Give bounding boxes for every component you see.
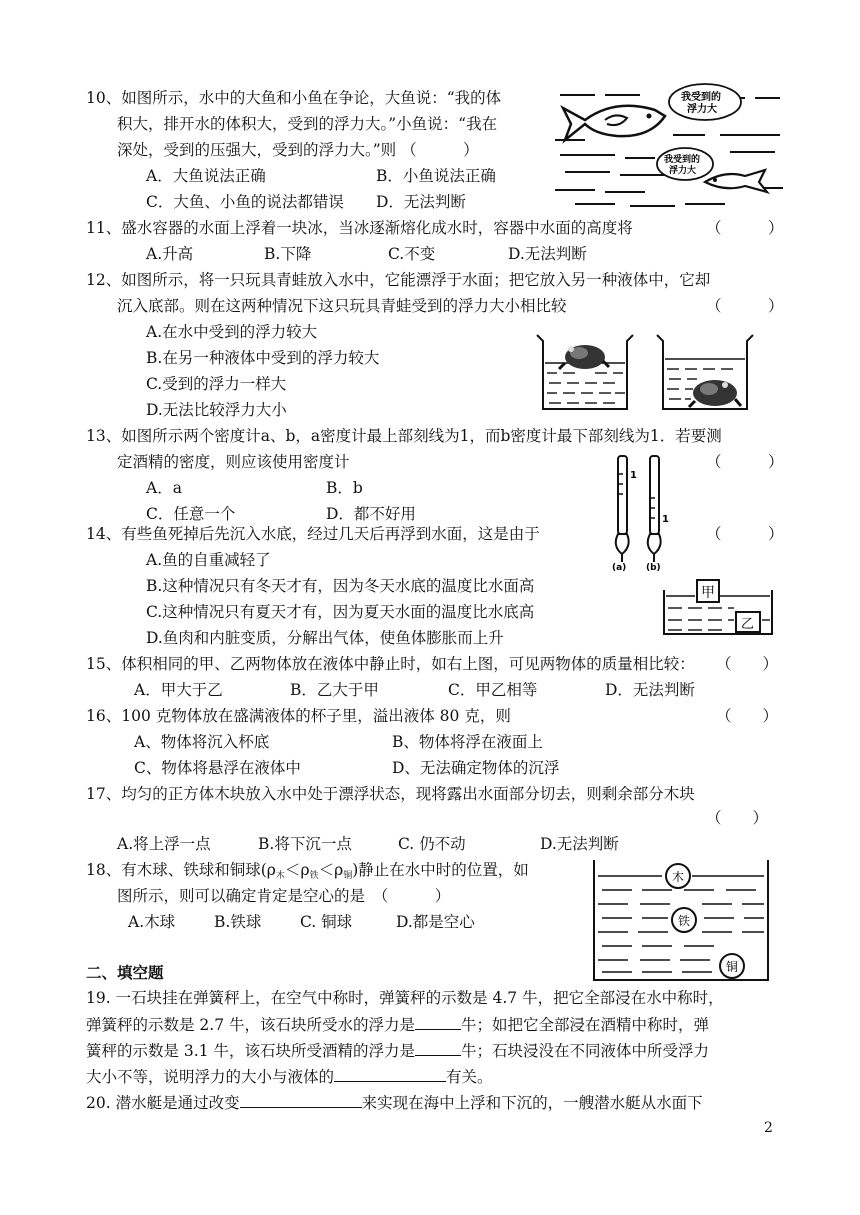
big-fish-icon [563,106,665,140]
q19-line2: 弹簧秤的示数是 2.7 牛，该石块所受水的浮力是 牛；如把它全部浸在酒精中称时，弹 [86,1016,710,1034]
q18-line1-post: )静止在水中时的位置，如 [352,861,529,879]
block-jia-label: 甲 [701,585,715,601]
jia-yi-figure [662,578,774,636]
q15-option-a: A．甲大于乙 [134,681,223,699]
q20-blank-1[interactable] [240,1092,362,1108]
bubble-big-line2: 浮力大 [687,104,717,115]
q18-option-c: C. 铜球 [300,913,353,931]
hydrometer-b-mark: 1 [662,514,669,525]
page-number: 2 [764,1120,773,1136]
bubble-small-line1: 我受到的 [664,155,701,165]
q18-line2: 图所示，则可以确定肯定是空心的是 （ ） [117,887,451,905]
balls-figure [592,858,772,983]
q16-option-a: A、物体将沉入杯底 [134,733,270,751]
q13-paren: （ ） [706,453,784,471]
q10-line3: 深处，受到的压强大，受到的浮力大。”则 （ ） [117,141,479,159]
q11-paren: （ ） [706,219,784,237]
q10-option-b: B．小鱼说法正确 [376,167,496,185]
q11-option-b: B.下降 [264,245,312,263]
q16-option-c: C、物体将悬浮在液体中 [134,759,301,777]
q10-option-d: D．无法判断 [376,193,466,211]
q19-line4: 大小不等，说明浮力的大小与液体的 有关。 [86,1068,493,1086]
q13-line1: 13、如图所示两个密度计a、b，a密度计最上部刻线为1，而b密度计最下部刻线为1．若要测 [86,427,722,445]
q16-option-b: B、物体将浮在液面上 [392,733,543,751]
q12-line2: 沉入底部。则在这两种情况下这只玩具青蛙受到的浮力大小相比较 [117,297,567,315]
q15-paren: （ ） [716,655,779,673]
q19-blank-2[interactable] [415,1040,461,1056]
q18-option-d: D.都是空心 [396,913,475,931]
q12-paren: （ ） [706,297,784,315]
q13-option-d: D．都不好用 [326,505,416,523]
hydrometer-a-label: (a) [612,563,627,573]
copper-ball-label: 铜 [726,960,739,974]
q15-line1: 15、体积相同的甲、乙两物体放在液体中静止时，如右上图，可见两物体的质量相比较： [86,655,695,673]
hydrometer-figure [612,454,674,572]
iron-ball-label: 铁 [678,914,691,928]
hydrometer-a-mark: 1 [630,470,637,481]
q10-line1: 10、如图所示，水中的大鱼和小鱼在争论，大鱼说：“我的体 [86,89,502,107]
q17-option-d: D.无法判断 [540,835,619,853]
q18-line1-pre: 18、有木球、铁球和铜球( [86,861,267,879]
q14-option-a: A.鱼的自重减轻了 [146,551,271,569]
q17-line1: 17、均匀的正方体木块放入水中处于漂浮状态，现将露出水面部分切去，则剩余部分木块 [86,785,695,803]
q19-blank-3[interactable] [334,1066,446,1082]
block-yi-label: 乙 [741,617,755,632]
wood-ball-label: 木 [672,870,685,884]
q12-line1: 12、如图所示，将一只玩具青蛙放入水中，它能漂浮于水面；把它放入另一种液体中，它却 [86,271,711,289]
q19-line3: 簧秤的示数是 3.1 牛，该石块所受酒精的浮力是 牛；石块浸没在不同液体中所受浮力 [86,1042,710,1060]
q19-blank-1[interactable] [415,1014,461,1030]
bubble-big-line1: 我受到的 [681,92,721,103]
q16-option-d: D、无法确定物体的沉浮 [392,759,560,777]
q16-paren: （ ） [716,707,779,725]
q16-line1: 16、100 克物体放在盛满液体的杯子里，溢出液体 80 克，则 [86,707,511,725]
q17-option-a: A.将上浮一点 [117,835,211,853]
q20-line1: 20. 潜水艇是通过改变 来实现在海中上浮和下沉的，一艘潜水艇从水面下 [86,1094,703,1112]
frog-floating-icon [559,345,609,369]
q17-option-b: B.将下沉一点 [258,835,352,853]
q14-option-d: D.鱼肉和内脏变质，分解出气体，使鱼体膨胀而上升 [146,629,504,647]
q12-option-a: A.在水中受到的浮力较大 [146,323,318,341]
q14-line1: 14、有些鱼死掉后先沉入水底，经过几天后再浮到水面，这是由于 [86,525,540,543]
q13-option-a: A．a [146,479,182,497]
q17-option-c: C. 仍不动 [398,835,466,853]
q14-paren: （ ） [706,525,784,543]
q18-option-b: B.铁球 [214,913,262,931]
q13-option-b: B．b [326,479,363,497]
fish-figure [555,80,785,210]
q11-option-d: D.无法判断 [508,245,587,263]
q10-option-a: A．大鱼说法正确 [146,167,266,185]
q10-line2: 积大，排开水的体积大，受到的浮力大。”小鱼说：“我在 [117,115,498,133]
q13-line2: 定酒精的密度，则应该使用密度计 [117,453,350,471]
q11-option-c: C.不变 [388,245,436,263]
q14-option-c: C.这种情况只有夏天才有，因为夏天水面的温度比水底高 [146,603,535,621]
q17-paren: （ ） [706,809,769,827]
frog-containers-figure [535,333,760,411]
bubble-small-line2: 浮力大 [669,166,697,176]
hydrometer-b-label: (b) [646,563,661,573]
q18-option-a: A.木球 [128,913,176,931]
q19-line1: 19. 一石块挂在弹簧秤上，在空气中称时，弹簧秤的示数是 4.7 牛，把它全部浸在水中称时， [86,989,724,1007]
q12-option-c: C.受到的浮力一样大 [146,375,287,393]
frog-sunk-icon [689,380,741,407]
q15-option-c: C．甲乙相等 [448,681,538,699]
q11-line1: 11、盛水容器的水面上浮着一块冰，当冰逐渐熔化成水时，容器中水面的高度将 [86,219,633,237]
q15-option-b: B．乙大于甲 [290,681,379,699]
q12-option-b: B.在另一种液体中受到的浮力较大 [146,349,380,367]
q10-option-c: C．大鱼、小鱼的说法都错误 [146,193,344,211]
q18-line1: 18、有木球、铁球和铜球$(\rho_木<\rho_铁<\rho_铜)$静止在水中时的位置，如 [86,861,529,881]
q15-option-d: D．无法判断 [605,681,695,699]
q13-option-c: C．任意一个 [146,505,236,523]
q11-option-a: A.升高 [146,245,194,263]
q12-option-d: D.无法比较浮力大小 [146,401,287,419]
section-heading-fill-in: 二、填空题 [86,963,164,982]
q14-option-b: B.这种情况只有冬天才有，因为冬天水底的温度比水面高 [146,577,535,595]
